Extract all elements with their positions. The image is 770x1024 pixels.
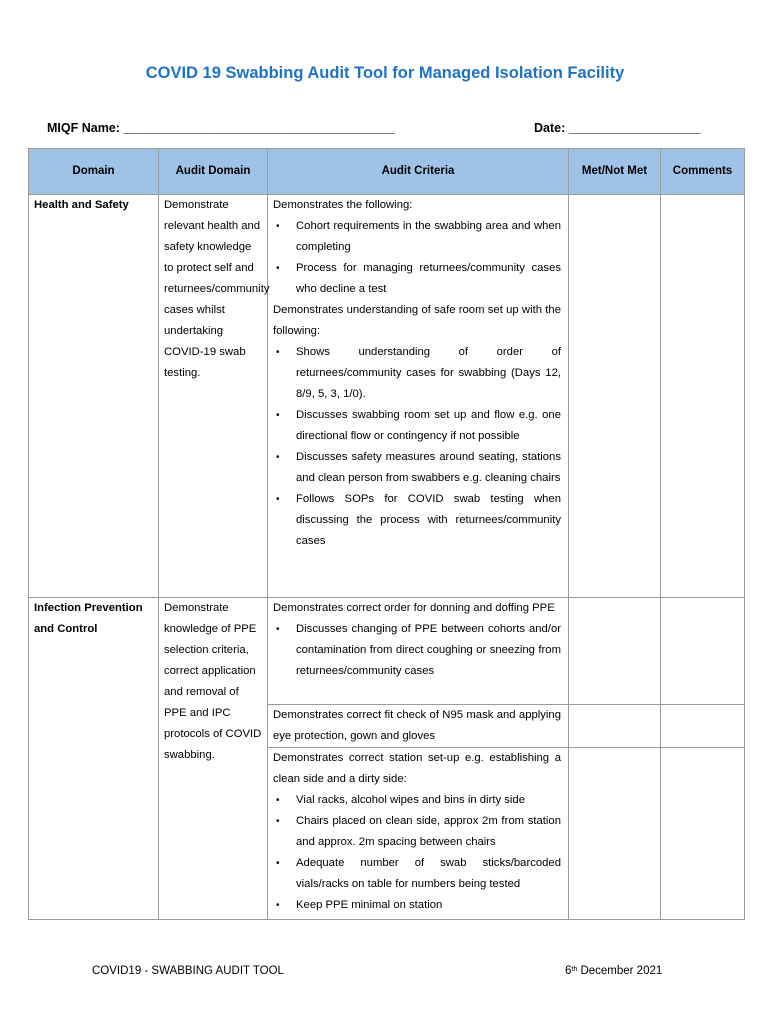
miqf-name-field[interactable]: MIQF Name: _______________________________________ bbox=[47, 121, 395, 135]
header-audit-domain: Audit Domain bbox=[159, 149, 268, 195]
audit-domain-cell: Demonstrate knowledge of PPE selection criteria, correct application and removal of PPE and IPC protocols of COVID swabbing. bbox=[159, 598, 268, 920]
audit-criteria-cell bbox=[268, 195, 569, 598]
criteria-intro: Demonstrates the following: bbox=[273, 199, 413, 211]
footer-document-name: COVID19 - SWABBING AUDIT TOOL bbox=[92, 965, 284, 977]
list-item: • Cohort requirements in the swabbing area and when completing bbox=[296, 216, 561, 258]
criteria-list bbox=[273, 216, 561, 300]
list-item: • Process for managing returnees/community cases who decline a test bbox=[296, 258, 561, 300]
met-not-met-cell[interactable] bbox=[569, 598, 661, 705]
list-item: • Follows SOPs for COVID swab testing when discussing the process with returnees/community cases bbox=[296, 489, 561, 552]
list-item: • Vial racks, alcohol wipes and bins in dirty side bbox=[296, 790, 561, 811]
list-item: • Discusses safety measures around seating, stations and clean person from swabbers e.g. cleaning chairs bbox=[296, 447, 561, 489]
header-met-not-met: Met/Not Met bbox=[569, 149, 661, 195]
domain-cell: Health and Safety bbox=[29, 195, 159, 598]
list-item: • Discusses swabbing room set up and flow e.g. one directional flow or contingency if not possible bbox=[296, 405, 561, 447]
criteria-intro: Demonstrates correct station set-up e.g. establishing a clean side and a dirty side: bbox=[273, 752, 561, 785]
table-row bbox=[29, 598, 745, 705]
footer-date-day: 6 bbox=[565, 965, 572, 977]
comments-cell[interactable] bbox=[661, 748, 745, 920]
comments-cell[interactable] bbox=[661, 598, 745, 705]
date-field[interactable]: Date: ___________________ bbox=[534, 121, 701, 135]
met-not-met-cell[interactable] bbox=[569, 705, 661, 748]
comments-cell[interactable] bbox=[661, 705, 745, 748]
footer-date bbox=[565, 965, 662, 977]
met-not-met-cell[interactable] bbox=[569, 748, 661, 920]
met-not-met-cell[interactable] bbox=[569, 195, 661, 598]
audit-domain-cell: Demonstrate relevant health and safety knowledge to protect self and returnees/community cases whilst undertaking COVID-19 swab testing. bbox=[159, 195, 268, 598]
list-item: • Chairs placed on clean side, approx 2m from station and approx. 2m spacing between chairs bbox=[296, 811, 561, 853]
document-title: COVID 19 Swabbing Audit Tool for Managed Isolation Facility bbox=[145, 64, 625, 82]
criteria-intro: Demonstrates correct order for donning and doffing PPE bbox=[273, 602, 555, 614]
criteria-intro: Demonstrates understanding of safe room set up with the following: bbox=[273, 304, 561, 337]
domain-cell: Infection Prevention and Control bbox=[29, 598, 159, 920]
table-header-row bbox=[29, 149, 745, 195]
audit-table bbox=[28, 148, 745, 920]
criteria-list bbox=[273, 790, 561, 916]
criteria-list bbox=[273, 619, 561, 682]
footer-date-rest: December 2021 bbox=[577, 965, 663, 977]
list-item: • Discusses changing of PPE between cohorts and/or contamination from direct coughing or sneezing from returnees/community cases bbox=[296, 619, 561, 682]
table-row bbox=[29, 195, 745, 598]
header-comments: Comments bbox=[661, 149, 745, 195]
audit-criteria-cell bbox=[268, 748, 569, 920]
audit-criteria-cell: Demonstrates correct fit check of N95 mask and applying eye protection, gown and gloves bbox=[268, 705, 569, 748]
header-audit-criteria: Audit Criteria bbox=[268, 149, 569, 195]
criteria-list bbox=[273, 342, 561, 552]
header-domain: Domain bbox=[29, 149, 159, 195]
list-item: • Adequate number of swab sticks/barcoded vials/racks on table for numbers being tested bbox=[296, 853, 561, 895]
list-item: • Keep PPE minimal on station bbox=[296, 895, 561, 916]
comments-cell[interactable] bbox=[661, 195, 745, 598]
footer-date-suffix: th bbox=[571, 966, 578, 973]
list-item: • Shows understanding of order of returnees/community cases for swabbing (Days 12, 8/9, 5, 3, 1/0). bbox=[296, 342, 561, 405]
audit-criteria-cell bbox=[268, 598, 569, 705]
